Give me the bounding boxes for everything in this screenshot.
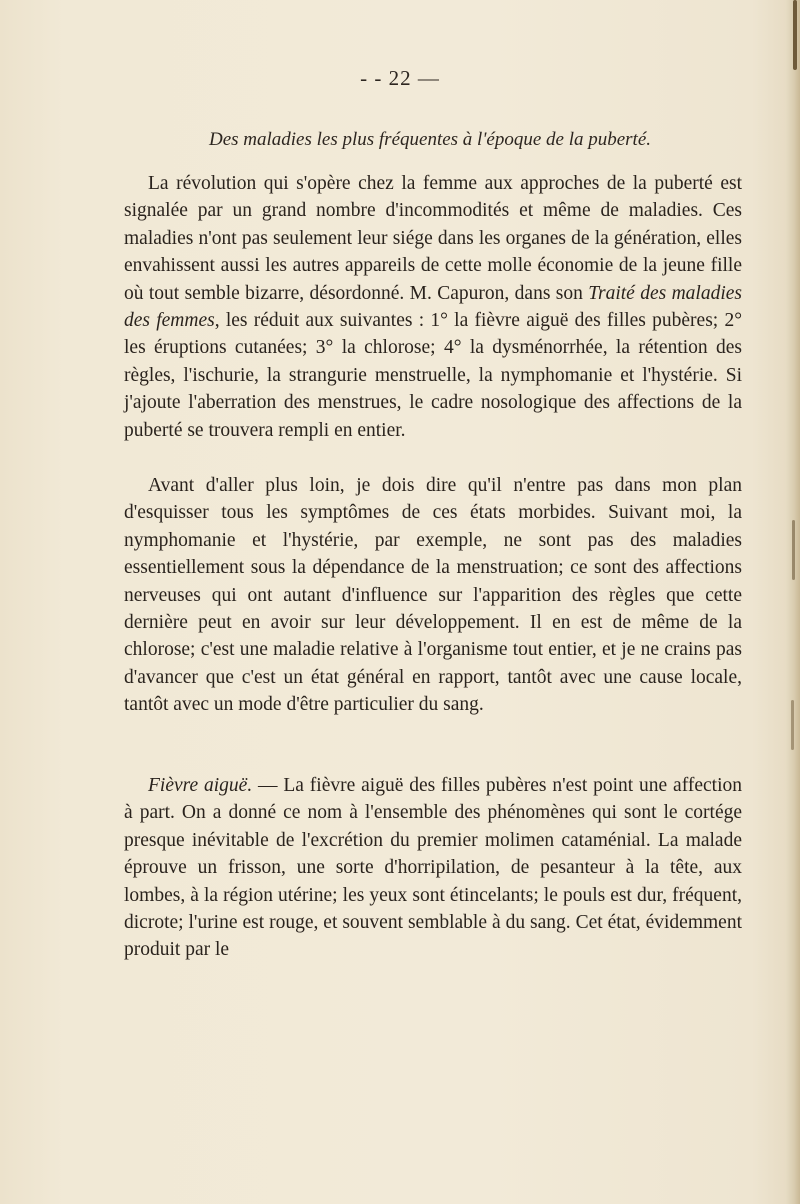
paragraph-1-text-b: , les réduit aux suivantes : 1° la fièvre aiguë des filles pubères; 2° les éruptions cutanées; 3° la chlorose; 4° la dysménorrhée, la rétention des règles, l'ischurie, la strangurie menstruelle, la nymphomanie et l'hystérie. Si j'ajoute l'aberration des menstrues, le cadre nosologique des affections de la puberté se trouvera rempli en entier. [124,310,742,441]
edge-mark [791,700,794,750]
section-heading-fievre-aigue: Fièvre aiguë. [148,775,253,796]
paragraph-1 [124,170,742,444]
chapter-title: Des maladies les plus fréquentes à l'époque de la puberté. [208,129,652,150]
page-number: - - 22 — [360,66,440,90]
page-edge [786,0,800,1204]
edge-mark [793,0,797,70]
book-title-reference: Traité des maladies des femmes [124,282,742,332]
paragraph-1-text-a: La révolution qui s'opère chez la femme aux approches de la puberté est signalée par un grand nombre d'incommodités et même de maladies. Ces maladies n'ont pas seulement leur siége dans les organes de la génération, elles envahissent aussi les autres appareils de cette molle économie de la jeune fille où tout semble bizarre, désordonné. M. Capuron, dans son [124,173,742,304]
paragraph-2: Avant d'aller plus loin, je dois dire qu'il n'entre pas dans mon plan d'esquisser tous les symptômes de ces états morbides. Suivant moi, la nymphomanie et l'hystérie, par exemple, ne sont pas des maladies essentiellement sous la dépendance de la menstruation; ce sont des affections nerveuses qui ont autant d'influence sur l'apparition des règles que cette dernière peut en avoir sur leur développement. Il en est de même de la chlorose; c'est une maladie relative à l'organisme tout entier, et je ne crains pas d'avancer que c'est un état général en rapport, tantôt avec une cause locale, tantôt avec un mode d'être particulier du sang. [124,475,742,716]
edge-mark [792,520,795,580]
paragraph-3-text: — La fièvre aiguë des filles pubères n'est point une affection à part. On a donné ce nom à l'ensemble des phénomènes qui sont le cortége presque inévitable de l'excrétion du premier molimen cataménial. La malade éprouve un frisson, une sorte d'horripilation, de pesanteur à la tête, aux lombes, à la région utérine; les yeux sont étincelants; le pouls est dur, fréquent, dicrote; l'urine est rouge, et souvent semblable à du sang. Cet état, évidemment produit par le [124,775,742,961]
paragraph-3 [124,772,742,964]
